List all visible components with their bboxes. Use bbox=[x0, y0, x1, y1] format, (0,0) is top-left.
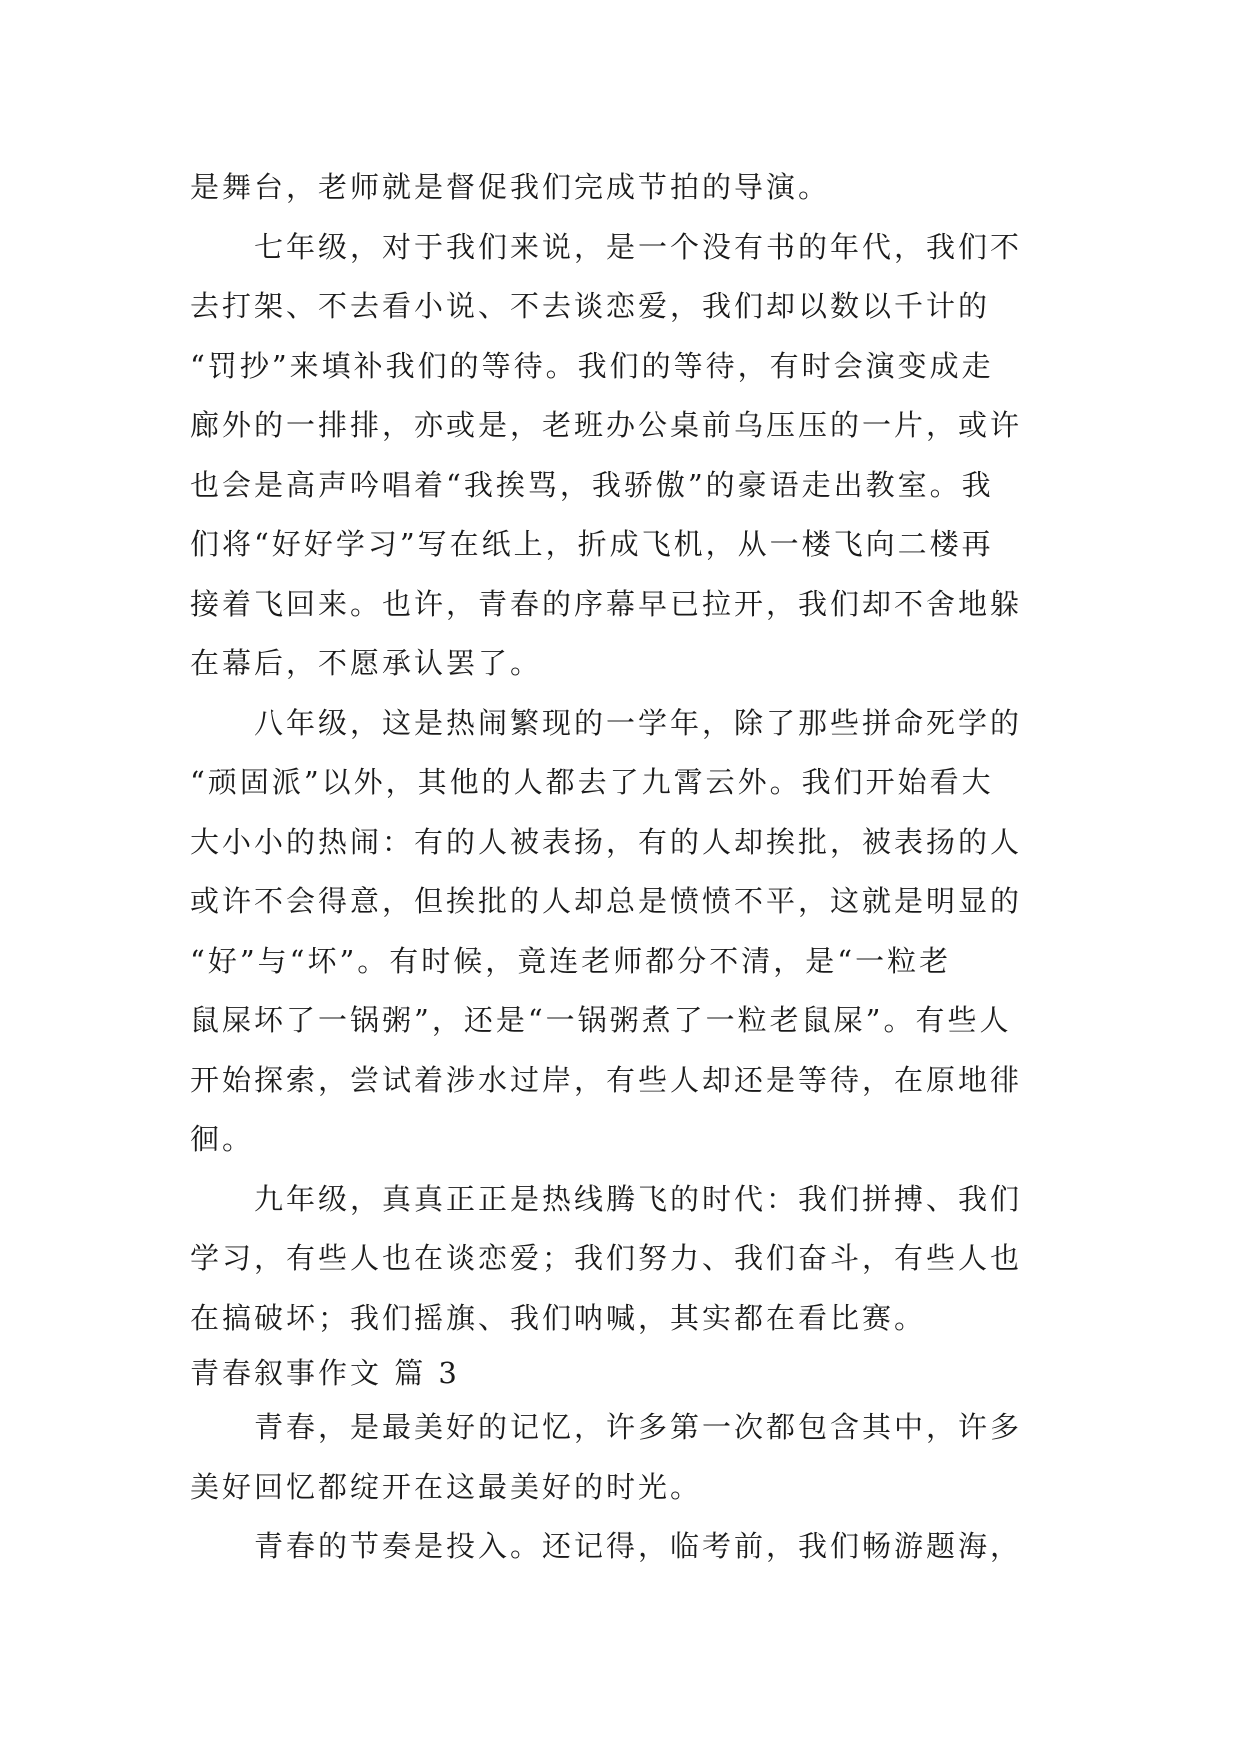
text-line: 开始探索，尝试着涉水过岸，有些人却还是等待，在原地徘 bbox=[190, 1062, 1023, 1097]
text-line: 美好回忆都绽开在这最美好的时光。 bbox=[190, 1469, 703, 1504]
text-line: “好”与“坏”。有时候，竟连老师都分不清，是“一粒老 bbox=[190, 943, 952, 978]
essay-section-2 bbox=[190, 158, 1060, 1348]
text-line: 学习，有些人也在谈恋爱；我们努力、我们奋斗，有些人也 bbox=[190, 1241, 1023, 1275]
text-line: 大小小的热闹：有的人被表扬，有的人却挨批，被表扬的人 bbox=[190, 824, 1023, 859]
text-line: 九年级，真真正正是热线腾飞的时代：我们拼搏、我们 bbox=[254, 1181, 1023, 1216]
text-line: 廊外的一排排，亦或是，老班办公桌前乌压压的一片，或许 bbox=[190, 408, 1023, 442]
text-line: 鼠屎坏了一锅粥”，还是“一锅粥煮了一粒老鼠屎”。有些人 bbox=[190, 1003, 1012, 1037]
text-line: 七年级，对于我们来说，是一个没有书的年代，我们不 bbox=[254, 229, 1023, 264]
text-line: 八年级，这是热闹繁现的一学年，除了那些拼命死学的 bbox=[254, 705, 1023, 740]
text-line: 青春，是最美好的记忆，许多第一次都包含其中，许多 bbox=[254, 1410, 1023, 1444]
text-line: 徊。 bbox=[190, 1122, 255, 1156]
essay-body bbox=[190, 158, 1060, 1577]
text-line: 在幕后，不愿承认罢了。 bbox=[190, 646, 543, 680]
text-line: 青春的节奏是投入。还记得，临考前，我们畅游题海， bbox=[254, 1529, 1023, 1563]
essay-section-3 bbox=[190, 1398, 1060, 1577]
text-line: 或许不会得意，但挨批的人却总是愤愤不平，这就是明显的 bbox=[190, 884, 1023, 918]
essay-heading: 青春叙事作文 篇 3 bbox=[190, 1356, 460, 1390]
text-line: “罚抄”来填补我们的等待。我们的等待，有时会演变成走 bbox=[190, 348, 994, 383]
text-line: 接着飞回来。也许，青春的序幕早已拉开，我们却不舍地躲 bbox=[190, 586, 1023, 621]
text-line: 是舞台，老师就是督促我们完成节拍的导演。 bbox=[190, 170, 831, 204]
text-line: “顽固派”以外，其他的人都去了九霄云外。我们开始看大 bbox=[190, 765, 994, 799]
text-line: 去打架、不去看小说、不去谈恋爱，我们却以数以千计的 bbox=[190, 289, 991, 323]
text-line: 也会是高声吟唱着“我挨骂，我骄傲”的豪语走出教室。我 bbox=[190, 467, 994, 502]
text-line: 们将“好好学习”写在纸上，折成飞机，从一楼飞向二楼再 bbox=[190, 527, 994, 561]
text-line: 在搞破坏；我们摇旗、我们呐喊，其实都在看比赛。 bbox=[190, 1300, 927, 1335]
